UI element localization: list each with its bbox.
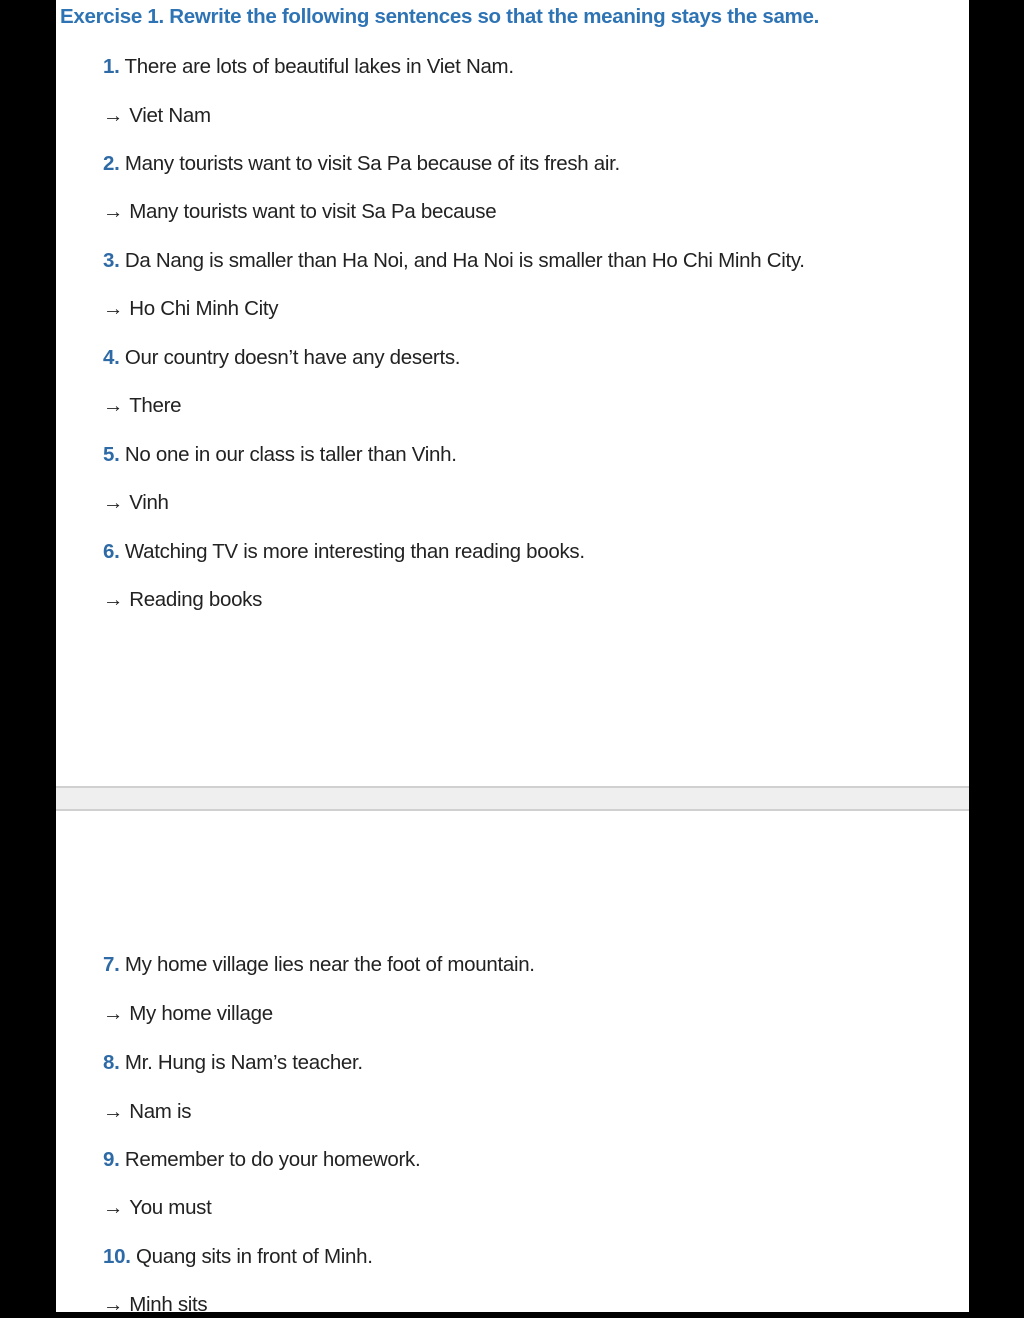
answer-prompt: Reading books: [129, 588, 263, 611]
question-number: 9.: [103, 1148, 120, 1171]
exercise-title: Exercise 1. Rewrite the following sentences so that the meaning stays the same.: [60, 5, 819, 28]
document-page-1: [56, 0, 969, 786]
question-text: Remember to do your homework.: [119, 1148, 421, 1171]
question-text: Many tourists want to visit Sa Pa because of its fresh air.: [119, 152, 620, 175]
page-break: [56, 786, 969, 811]
answer-6: [103, 587, 262, 613]
question-8: [103, 1050, 363, 1076]
answer-5: [103, 490, 169, 516]
arrow-right-icon: →: [103, 1196, 124, 1219]
arrow-right-icon: →: [103, 1002, 124, 1025]
answer-prompt: Vinh: [129, 491, 169, 514]
answer-4: [103, 393, 181, 419]
question-6: [103, 539, 585, 565]
answer-prompt: There: [129, 394, 182, 417]
arrow-right-icon: →: [103, 1100, 124, 1123]
question-4: [103, 345, 460, 371]
question-text: My home village lies near the foot of mountain.: [119, 953, 535, 976]
question-number: 2.: [103, 152, 120, 175]
question-9: [103, 1147, 420, 1173]
answer-1: [103, 103, 211, 129]
answer-10: [103, 1292, 207, 1318]
question-text: Da Nang is smaller than Ha Noi, and Ha Noi is smaller than Ho Chi Minh City.: [119, 249, 805, 272]
answer-8: [103, 1099, 191, 1125]
question-text: No one in our class is taller than Vinh.: [119, 443, 457, 466]
question-10: [103, 1244, 373, 1270]
question-number: 7.: [103, 953, 120, 976]
answer-prompt: Many tourists want to visit Sa Pa because: [129, 200, 497, 223]
answer-prompt: Nam is: [129, 1100, 192, 1123]
answer-prompt: You must: [129, 1196, 212, 1219]
question-number: 10.: [103, 1245, 131, 1268]
question-text: Our country doesn’t have any deserts.: [119, 346, 461, 369]
question-number: 8.: [103, 1051, 120, 1074]
answer-prompt: Viet Nam: [129, 104, 211, 127]
answer-9: [103, 1195, 212, 1221]
question-7: [103, 952, 535, 978]
question-text: Watching TV is more interesting than reading books.: [119, 540, 585, 563]
question-text: Quang sits in front of Minh.: [130, 1245, 373, 1268]
arrow-right-icon: →: [103, 1293, 124, 1316]
answer-3: [103, 296, 278, 322]
answer-prompt: Minh sits: [129, 1293, 208, 1316]
question-number: 4.: [103, 346, 120, 369]
arrow-right-icon: →: [103, 394, 124, 417]
question-number: 3.: [103, 249, 120, 272]
question-3: [103, 248, 805, 274]
arrow-right-icon: →: [103, 104, 124, 127]
arrow-right-icon: →: [103, 297, 124, 320]
arrow-right-icon: →: [103, 200, 124, 223]
question-number: 5.: [103, 443, 120, 466]
document-page-2: [56, 811, 969, 1316]
question-1: [103, 54, 514, 80]
question-5: [103, 442, 457, 468]
arrow-right-icon: →: [103, 588, 124, 611]
answer-2: [103, 199, 496, 225]
question-text: Mr. Hung is Nam’s teacher.: [119, 1051, 363, 1074]
answer-7: [103, 1001, 273, 1027]
question-2: [103, 151, 620, 177]
answer-prompt: My home village: [129, 1002, 273, 1025]
arrow-right-icon: →: [103, 491, 124, 514]
answer-prompt: Ho Chi Minh City: [129, 297, 279, 320]
question-text: There are lots of beautiful lakes in Viet Nam.: [119, 55, 514, 78]
question-number: 6.: [103, 540, 120, 563]
question-number: 1.: [103, 55, 120, 78]
